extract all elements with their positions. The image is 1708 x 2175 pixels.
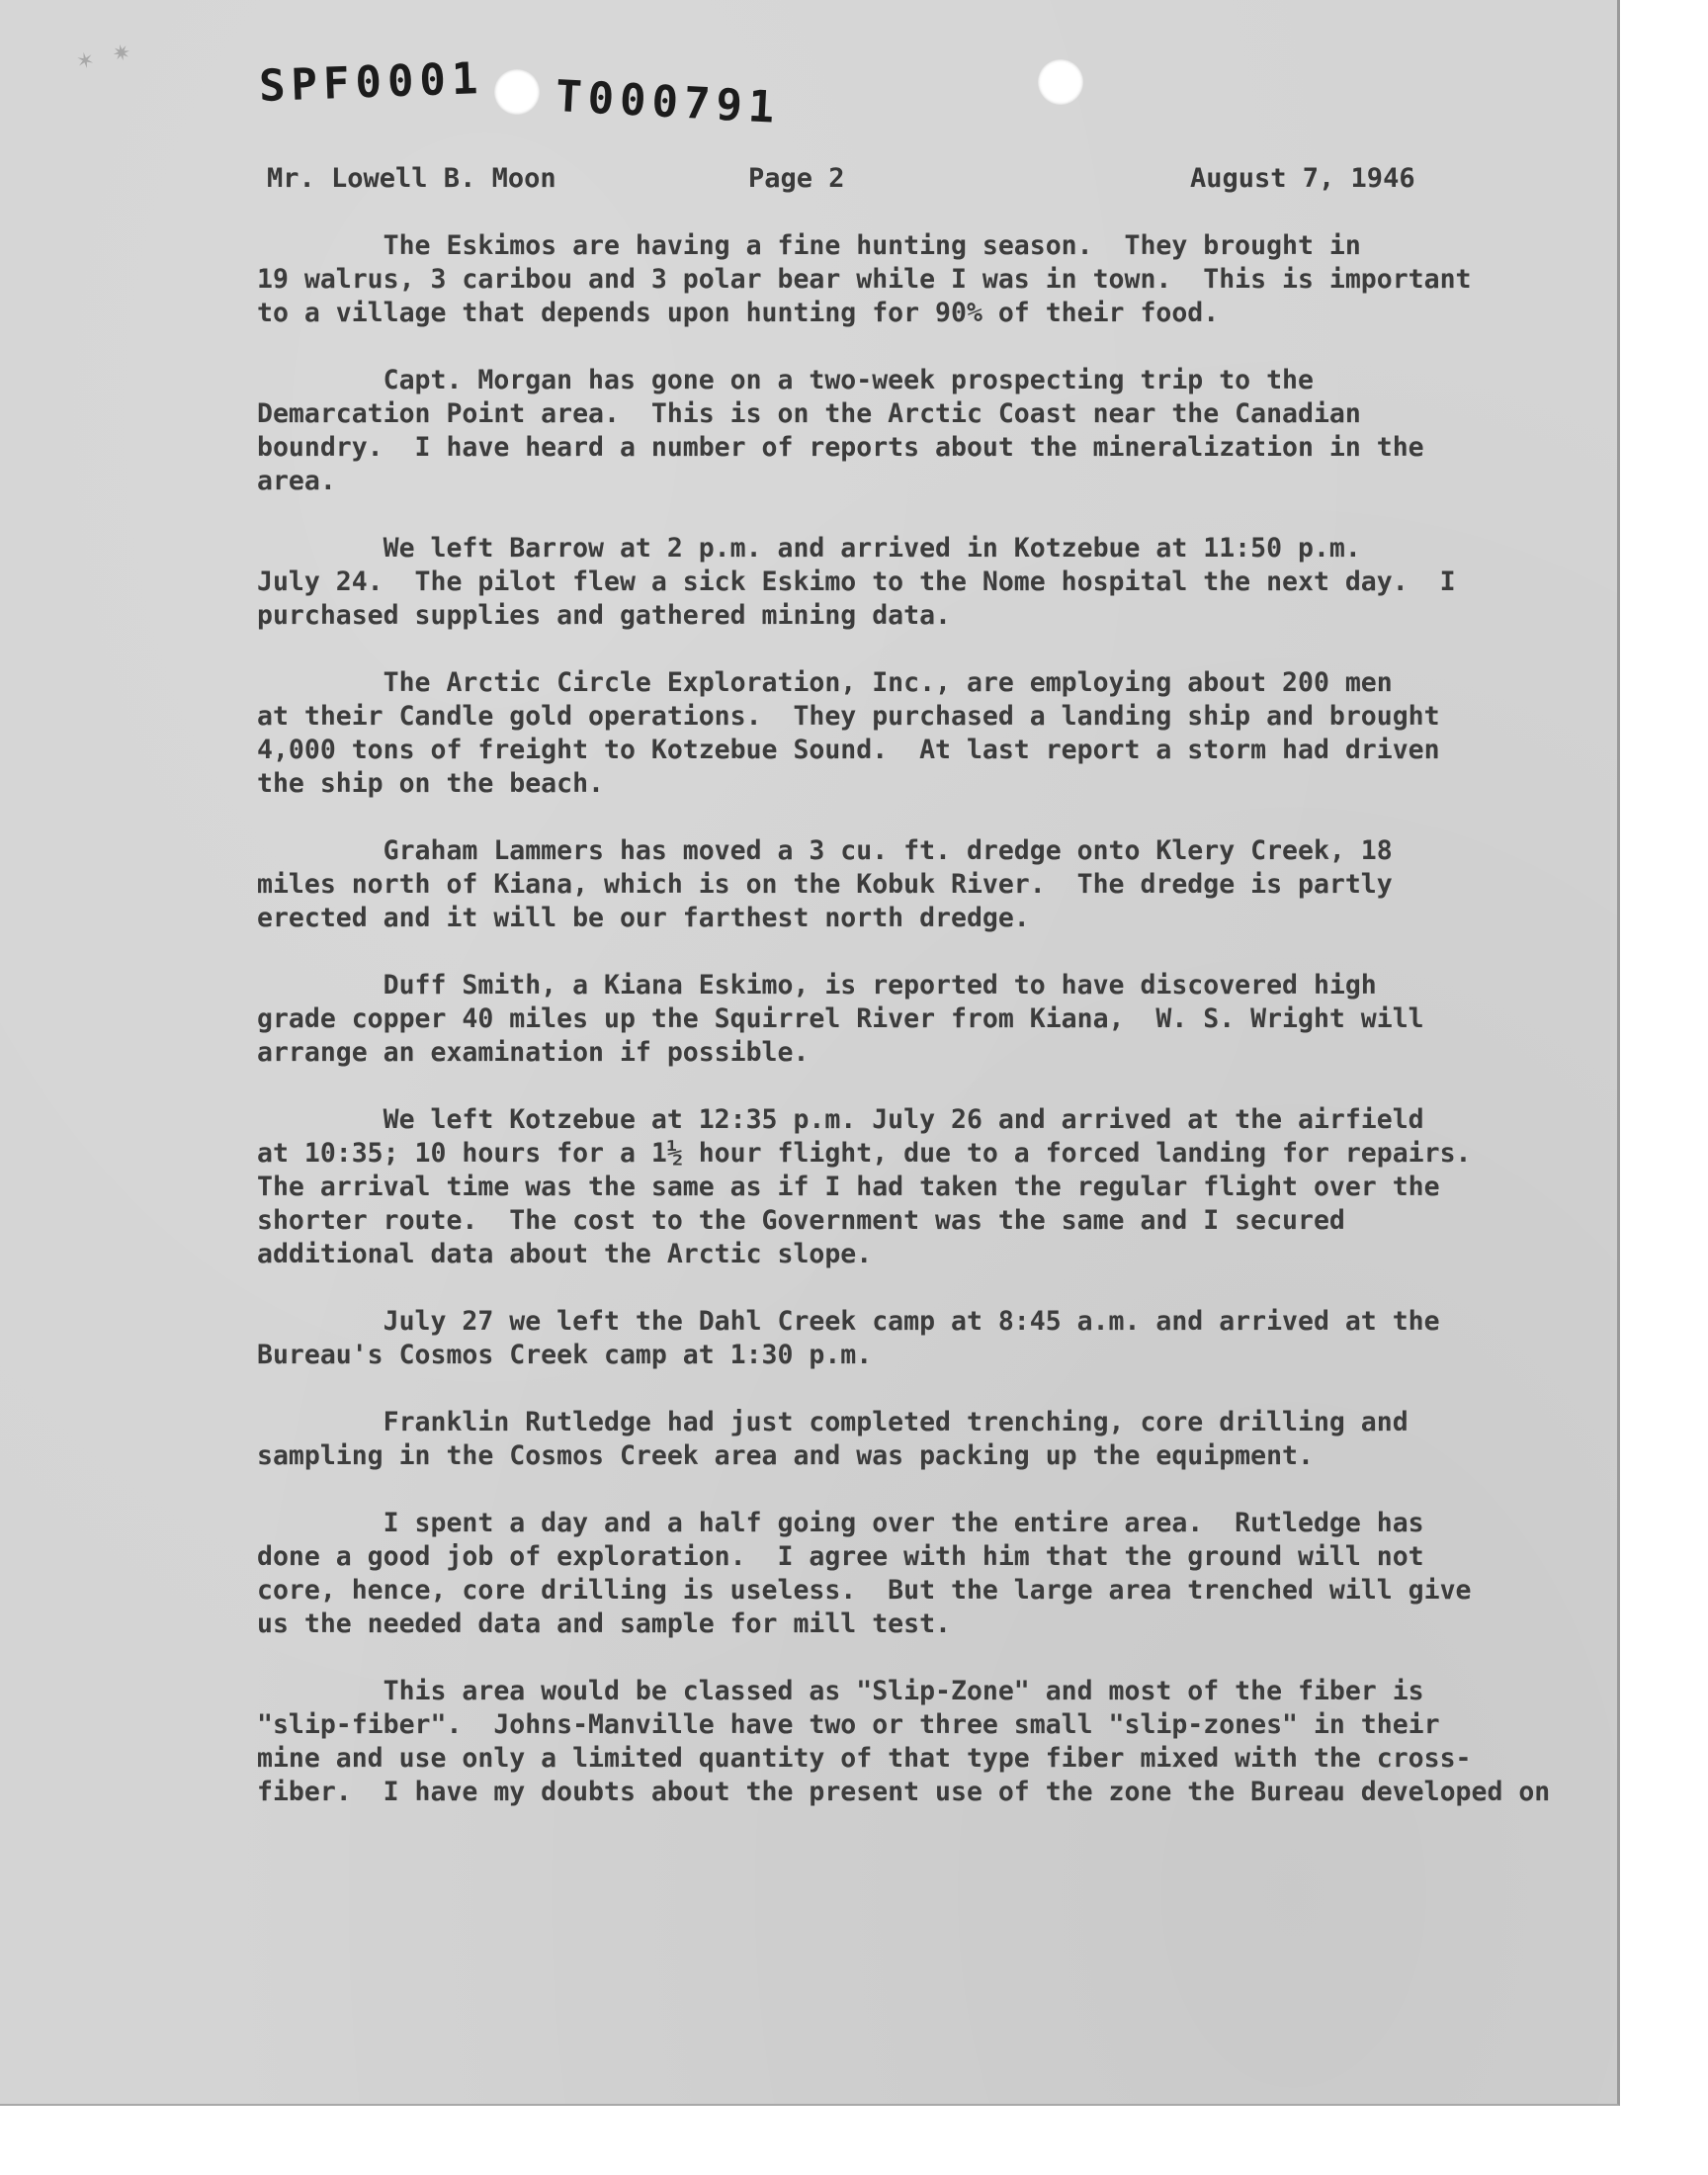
- text-line: I spent a day and a half going over the entire area. Rutledge has: [257, 1508, 1424, 1538]
- text-line: arrange an examination if possible.: [257, 1037, 810, 1068]
- paragraph: [257, 532, 1611, 633]
- letter-header: [267, 163, 1433, 203]
- paragraph: [257, 969, 1611, 1070]
- paragraph: [257, 1507, 1611, 1641]
- text-line: purchased supplies and gathered mining data.: [257, 600, 951, 631]
- page-number: Page 2: [748, 163, 845, 194]
- text-line: us the needed data and sample for mill test.: [257, 1609, 951, 1639]
- text-line: miles north of Kiana, which is on the Kobuk River. The dredge is partly: [257, 869, 1393, 900]
- letter-body: [257, 229, 1611, 1843]
- letter-date: August 7, 1946: [1190, 163, 1415, 194]
- text-line: July 27 we left the Dahl Creek camp at 8:45 a.m. and arrived at the: [257, 1306, 1440, 1337]
- text-line: Franklin Rutledge had just completed trenching, core drilling and: [257, 1407, 1409, 1437]
- text-line: area.: [257, 466, 336, 496]
- text-line: at 10:35; 10 hours for a 1½ hour flight, due to a forced landing for repairs.: [257, 1138, 1472, 1169]
- text-line: Bureau's Cosmos Creek camp at 1:30 p.m.: [257, 1340, 873, 1370]
- text-line: 19 walrus, 3 caribou and 3 polar bear while I was in town. This is important: [257, 264, 1472, 295]
- text-line: done a good job of exploration. I agree with him that the ground will not: [257, 1541, 1424, 1572]
- text-line: This area would be classed as "Slip-Zone" and most of the fiber is: [257, 1676, 1424, 1706]
- paragraph: [257, 364, 1611, 498]
- document-stamp-left: SPF0001: [258, 53, 485, 112]
- text-line: erected and it will be our farthest north dredge.: [257, 903, 1030, 933]
- ink-smudge: ✶ ✷: [73, 39, 139, 76]
- text-line: grade copper 40 miles up the Squirrel River from Kiana, W. S. Wright will: [257, 1003, 1424, 1034]
- text-line: Graham Lammers has moved a 3 cu. ft. dredge onto Klery Creek, 18: [257, 835, 1393, 866]
- paragraph: [257, 834, 1611, 935]
- punch-hole: [494, 69, 540, 115]
- text-line: The Eskimos are having a fine hunting season. They brought in: [257, 230, 1361, 261]
- paragraph: [257, 1103, 1611, 1271]
- text-line: "slip-fiber". Johns-Manville have two or three small "slip-zones" in their: [257, 1709, 1440, 1740]
- text-line: 4,000 tons of freight to Kotzebue Sound. At last report a storm had driven: [257, 735, 1440, 765]
- text-line: Duff Smith, a Kiana Eskimo, is reported to have discovered high: [257, 970, 1377, 1000]
- paragraph: [257, 1305, 1611, 1372]
- document-stamp-center: T000791: [554, 71, 782, 133]
- text-line: The Arctic Circle Exploration, Inc., are employing about 200 men: [257, 667, 1393, 698]
- addressee: Mr. Lowell B. Moon: [267, 163, 556, 194]
- paragraph: [257, 1675, 1611, 1809]
- text-line: Capt. Morgan has gone on a two-week prospecting trip to the: [257, 365, 1314, 395]
- text-line: July 24. The pilot flew a sick Eskimo to the Nome hospital the next day. I: [257, 566, 1456, 597]
- paragraph: [257, 1406, 1611, 1473]
- text-line: at their Candle gold operations. They purchased a landing ship and brought: [257, 701, 1440, 732]
- text-line: We left Kotzebue at 12:35 p.m. July 26 and arrived at the airfield: [257, 1104, 1424, 1135]
- paragraph: [257, 229, 1611, 330]
- text-line: We left Barrow at 2 p.m. and arrived in Kotzebue at 11:50 p.m.: [257, 533, 1361, 564]
- punch-hole: [1038, 59, 1083, 105]
- text-line: sampling in the Cosmos Creek area and was packing up the equipment.: [257, 1440, 1314, 1471]
- text-line: core, hence, core drilling is useless. But the large area trenched will give: [257, 1575, 1472, 1606]
- text-line: The arrival time was the same as if I had taken the regular flight over the: [257, 1172, 1440, 1202]
- text-line: the ship on the beach.: [257, 768, 604, 799]
- text-line: shorter route. The cost to the Government was the same and I secured: [257, 1205, 1345, 1236]
- text-line: additional data about the Arctic slope.: [257, 1239, 873, 1269]
- text-line: mine and use only a limited quantity of that type fiber mixed with the cross-: [257, 1743, 1472, 1774]
- text-line: to a village that depends upon hunting for 90% of their food.: [257, 298, 1220, 328]
- text-line: fiber. I have my doubts about the present use of the zone the Bureau developed on: [257, 1777, 1551, 1807]
- paragraph: [257, 666, 1611, 801]
- text-line: boundry. I have heard a number of reports about the mineralization in the: [257, 432, 1424, 463]
- text-line: Demarcation Point area. This is on the Arctic Coast near the Canadian: [257, 398, 1361, 429]
